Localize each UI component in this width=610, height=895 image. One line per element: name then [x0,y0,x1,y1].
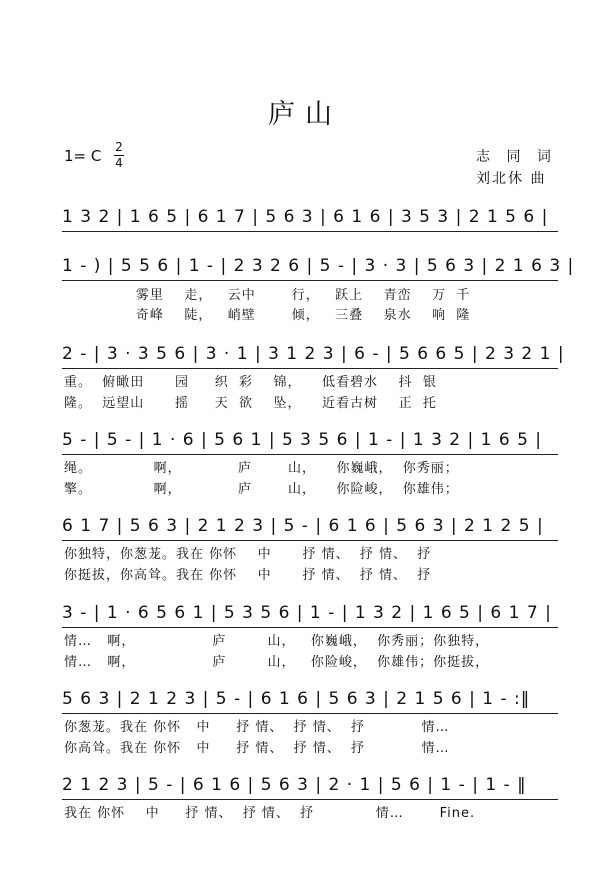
lyric-line-3a: 重。 俯瞰田 园 织 彩 锦， 低看碧水 抖 银 [64,375,437,390]
score-line-5: 6 1 7 | 5 6 3 | 2 1 2 3 | 5 - | 6 1 6 | 5 6 3 | 2 1 2 5 | [62,516,544,536]
lyric-line-4b: 擎。 啊， 庐 山， 你险峻， 你雄伟； [64,482,459,497]
lyric-line-6a: 情… 啊， 庐 山， 你巍峨， 你秀丽；你独特， [64,634,490,649]
staff-underline-7 [62,713,558,714]
lyric-line-5b: 你挺拔，你高耸。我在 你怀 中 抒 情、 抒 情、 抒 [64,568,432,583]
lyric-line-4a: 绳。 啊， 庐 山， 你巍峨， 你秀丽； [64,461,459,476]
song-title: 庐山 [268,99,342,130]
lyricist-credit: 志 同 词 [476,149,557,165]
lyric-line-6b: 情… 啊， 庐 山， 你险峻， 你雄伟；你挺拔， [64,655,490,670]
time-signature [113,141,125,170]
staff-underline-5 [62,540,558,541]
composer-credit: 刘北休 曲 [476,171,547,187]
time-signature-bottom: 4 [115,156,123,170]
lyric-line-8a: 我在 你怀 中 抒 情、 抒 情、 抒 情… Fine. [64,806,476,821]
score-line-2: 1 - ) | 5 5 6 | 1 - | 2 3 2 6 | 5 - | 3 · 3 | 5 6 3 | 2 1 6 3 | [62,256,575,276]
score-line-7: 5 6 3 | 2 1 2 3 | 5 - | 6 1 6 | 5 6 3 | 2 1 5 6 | 1 - :‖ [62,689,531,709]
lyric-line-2b: 奇峰 陡， 峭壁 倾， 三叠 泉水 响 隆 [64,308,471,323]
score-line-1: 1 3 2 | 1 6 5 | 6 1 7 | 5 6 3 | 6 1 6 | 3 5 3 | 2 1 5 6 | [62,207,549,227]
lyric-line-3b: 隆。 远望山 摇 天 欲 坠， 近看古树 正 托 [64,396,437,411]
staff-underline-8 [62,799,558,800]
lyric-line-2a: 雾里 走， 云中 行， 跃上 青峦 万 千 [64,288,471,303]
staff-underline-1 [62,231,558,232]
staff-underline-4 [62,454,558,455]
score-line-8: 2 1 2 3 | 5 - | 6 1 6 | 5 6 3 | 2 · 1 | 5 6 | 1 - | 1 - ‖ [62,775,527,795]
lyric-line-5a: 你独特，你葱茏。我在 你怀 中 抒 情、 抒 情、 抒 [64,547,432,562]
score-line-3: 2 - | 3 · 3 5 6 | 3 · 1 | 3 1 2 3 | 6 - | 5 6 6 5 | 2 3 2 1 | [62,344,565,364]
score-line-6: 3 - | 1 · 6 5 6 1 | 5 3 5 6 | 1 - | 1 3 2 | 1 6 5 | 6 1 7 | [62,603,552,623]
staff-underline-6 [62,627,558,628]
key-signature: 1= C [64,147,102,165]
staff-underline-3 [62,368,558,369]
staff-underline-2 [62,280,558,281]
lyric-line-7a: 你葱茏。我在 你怀 中 抒 情、 抒 情、 抒 情… [64,720,450,735]
lyric-line-7b: 你高耸。我在 你怀 中 抒 情、 抒 情、 抒 情… [64,741,450,756]
time-signature-top: 2 [115,140,123,154]
score-line-4: 5 - | 5 - | 1 · 6 | 5 6 1 | 5 3 5 6 | 1 - | 1 3 2 | 1 6 5 | [62,430,543,450]
